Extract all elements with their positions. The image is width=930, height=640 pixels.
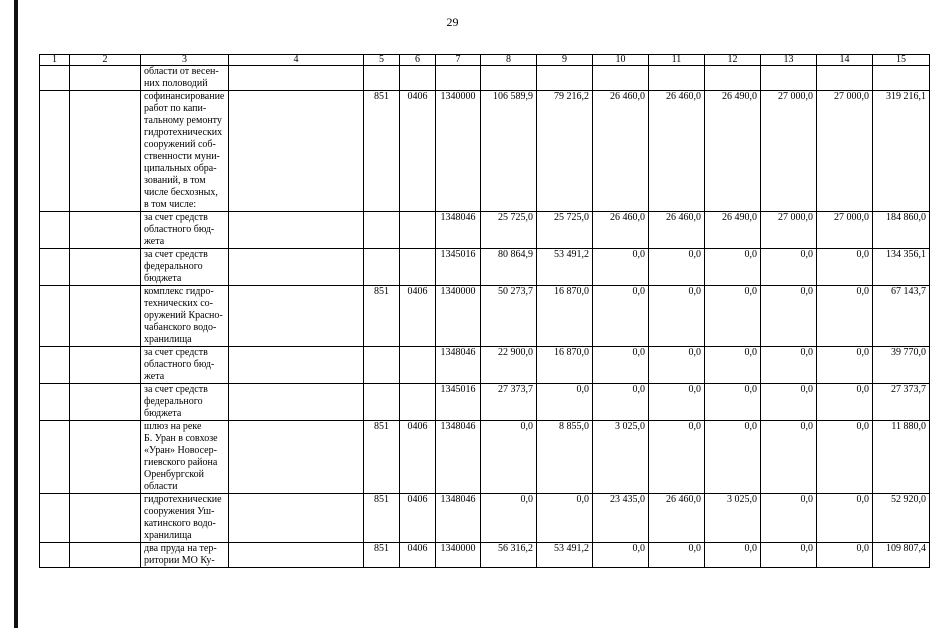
cell-col-13: 0,0 [761, 384, 817, 421]
cell-col-9: 0,0 [537, 494, 593, 543]
cell-col-10 [593, 66, 649, 91]
cell-col-12: 0,0 [705, 421, 761, 494]
cell-col-10: 0,0 [593, 286, 649, 347]
empty-cell-col-4 [229, 249, 364, 286]
cell-col-15: 52 920,0 [873, 494, 930, 543]
cell-col-13: 27 000,0 [761, 212, 817, 249]
row-description: за счет средств федерального бюджета [141, 249, 229, 286]
cell-col-10: 26 460,0 [593, 91, 649, 212]
empty-cell-col-1 [40, 66, 70, 91]
cell-col-6: 0406 [400, 494, 436, 543]
cell-col-14: 0,0 [817, 249, 873, 286]
column-header-12: 12 [705, 55, 761, 66]
empty-cell-col-2 [70, 384, 141, 421]
cell-col-8: 0,0 [481, 421, 537, 494]
cell-col-14: 0,0 [817, 286, 873, 347]
cell-col-13: 0,0 [761, 421, 817, 494]
page-number: 29 [446, 15, 459, 29]
empty-cell-col-2 [70, 347, 141, 384]
column-header-1: 1 [40, 55, 70, 66]
cell-col-10: 0,0 [593, 384, 649, 421]
cell-col-6 [400, 249, 436, 286]
empty-cell-col-4 [229, 494, 364, 543]
column-header-13: 13 [761, 55, 817, 66]
empty-cell-col-4 [229, 543, 364, 568]
cell-col-12: 0,0 [705, 249, 761, 286]
cell-col-14: 0,0 [817, 421, 873, 494]
cell-col-8: 106 589,9 [481, 91, 537, 212]
table-row [40, 66, 930, 91]
empty-cell-col-2 [70, 91, 141, 212]
cell-col-15 [873, 66, 930, 91]
empty-cell-col-4 [229, 421, 364, 494]
row-description: софинансирование работ по капи- тальному ремонту гидротехнических сооружений соб- ственности муни- ципальных обра- зований, в том числе бесхозных, в том числе: [141, 91, 229, 212]
column-header-4: 4 [229, 55, 364, 66]
cell-col-12: 26 490,0 [705, 91, 761, 212]
cell-col-15: 27 373,7 [873, 384, 930, 421]
cell-col-11: 0,0 [649, 347, 705, 384]
cell-col-12: 0,0 [705, 347, 761, 384]
cell-col-14: 0,0 [817, 494, 873, 543]
cell-col-9: 0,0 [537, 384, 593, 421]
empty-cell-col-1 [40, 347, 70, 384]
table-row [40, 212, 930, 249]
cell-col-15: 134 356,1 [873, 249, 930, 286]
cell-col-8: 27 373,7 [481, 384, 537, 421]
cell-col-10: 0,0 [593, 347, 649, 384]
table-row [40, 384, 930, 421]
empty-cell-col-4 [229, 212, 364, 249]
empty-cell-col-1 [40, 384, 70, 421]
cell-col-9 [537, 66, 593, 91]
table-row [40, 347, 930, 384]
empty-cell-col-2 [70, 494, 141, 543]
cell-col-5: 851 [364, 286, 400, 347]
column-header-11: 11 [649, 55, 705, 66]
cell-col-6: 0406 [400, 543, 436, 568]
cell-col-5 [364, 212, 400, 249]
column-header-9: 9 [537, 55, 593, 66]
column-header-3: 3 [141, 55, 229, 66]
cell-col-7: 1348046 [436, 212, 481, 249]
cell-col-9: 53 491,2 [537, 543, 593, 568]
cell-col-6 [400, 384, 436, 421]
cell-col-7 [436, 66, 481, 91]
cell-col-9: 53 491,2 [537, 249, 593, 286]
cell-col-11: 0,0 [649, 249, 705, 286]
cell-col-15: 184 860,0 [873, 212, 930, 249]
cell-col-13: 27 000,0 [761, 91, 817, 212]
row-description: за счет средств областного бюд- жета [141, 212, 229, 249]
cell-col-6: 0406 [400, 286, 436, 347]
cell-col-7: 1340000 [436, 91, 481, 212]
cell-col-10: 3 025,0 [593, 421, 649, 494]
cell-col-5: 851 [364, 494, 400, 543]
empty-cell-col-4 [229, 66, 364, 91]
empty-cell-col-4 [229, 347, 364, 384]
cell-col-11: 26 460,0 [649, 91, 705, 212]
cell-col-9: 79 216,2 [537, 91, 593, 212]
row-description: за счет средств областного бюд- жета [141, 347, 229, 384]
cell-col-11: 26 460,0 [649, 212, 705, 249]
cell-col-12 [705, 66, 761, 91]
table-row [40, 421, 930, 494]
cell-col-5: 851 [364, 421, 400, 494]
cell-col-10: 26 460,0 [593, 212, 649, 249]
cell-col-5: 851 [364, 91, 400, 212]
cell-col-7: 1340000 [436, 286, 481, 347]
cell-col-7: 1348046 [436, 347, 481, 384]
empty-cell-col-2 [70, 66, 141, 91]
cell-col-13: 0,0 [761, 347, 817, 384]
table-row [40, 91, 930, 212]
budget-table [39, 54, 930, 568]
cell-col-13: 0,0 [761, 249, 817, 286]
empty-cell-col-2 [70, 249, 141, 286]
cell-col-9: 25 725,0 [537, 212, 593, 249]
cell-col-15: 11 880,0 [873, 421, 930, 494]
cell-col-13: 0,0 [761, 286, 817, 347]
cell-col-14: 27 000,0 [817, 212, 873, 249]
empty-cell-col-2 [70, 543, 141, 568]
cell-col-14 [817, 66, 873, 91]
cell-col-10: 0,0 [593, 543, 649, 568]
cell-col-6: 0406 [400, 91, 436, 212]
cell-col-13: 0,0 [761, 543, 817, 568]
empty-cell-col-1 [40, 91, 70, 212]
empty-cell-col-2 [70, 212, 141, 249]
cell-col-7: 1340000 [436, 543, 481, 568]
cell-col-12: 26 490,0 [705, 212, 761, 249]
table-row [40, 249, 930, 286]
cell-col-9: 16 870,0 [537, 347, 593, 384]
cell-col-7: 1348046 [436, 494, 481, 543]
binder-margin-line [14, 0, 18, 628]
cell-col-9: 16 870,0 [537, 286, 593, 347]
cell-col-5: 851 [364, 543, 400, 568]
cell-col-5 [364, 66, 400, 91]
empty-cell-col-1 [40, 286, 70, 347]
cell-col-11: 26 460,0 [649, 494, 705, 543]
row-description: области от весен- них половодий [141, 66, 229, 91]
column-header-8: 8 [481, 55, 537, 66]
cell-col-8: 25 725,0 [481, 212, 537, 249]
cell-col-5 [364, 384, 400, 421]
cell-col-8: 0,0 [481, 494, 537, 543]
cell-col-13: 0,0 [761, 494, 817, 543]
empty-cell-col-4 [229, 286, 364, 347]
empty-cell-col-4 [229, 384, 364, 421]
row-description: два пруда на тер- ритории МО Ку- [141, 543, 229, 568]
cell-col-11: 0,0 [649, 286, 705, 347]
cell-col-8: 56 316,2 [481, 543, 537, 568]
cell-col-11 [649, 66, 705, 91]
empty-cell-col-1 [40, 543, 70, 568]
column-header-15: 15 [873, 55, 930, 66]
column-header-5: 5 [364, 55, 400, 66]
empty-cell-col-4 [229, 91, 364, 212]
cell-col-14: 27 000,0 [817, 91, 873, 212]
row-description: за счет средств федерального бюджета [141, 384, 229, 421]
column-number-row [40, 55, 930, 66]
empty-cell-col-1 [40, 421, 70, 494]
cell-col-10: 0,0 [593, 249, 649, 286]
row-description: комплекс гидро- технических со- оружений Красно- чабанского водо- хранилища [141, 286, 229, 347]
cell-col-9: 8 855,0 [537, 421, 593, 494]
cell-col-5 [364, 347, 400, 384]
column-header-6: 6 [400, 55, 436, 66]
column-header-2: 2 [70, 55, 141, 66]
cell-col-6 [400, 212, 436, 249]
cell-col-8: 22 900,0 [481, 347, 537, 384]
cell-col-6 [400, 66, 436, 91]
column-header-7: 7 [436, 55, 481, 66]
cell-col-7: 1345016 [436, 249, 481, 286]
cell-col-15: 319 216,1 [873, 91, 930, 212]
cell-col-7: 1348046 [436, 421, 481, 494]
cell-col-6: 0406 [400, 421, 436, 494]
column-header-14: 14 [817, 55, 873, 66]
cell-col-11: 0,0 [649, 543, 705, 568]
cell-col-11: 0,0 [649, 384, 705, 421]
table-row [40, 286, 930, 347]
cell-col-12: 0,0 [705, 286, 761, 347]
table-row [40, 543, 930, 568]
cell-col-11: 0,0 [649, 421, 705, 494]
cell-col-12: 0,0 [705, 384, 761, 421]
cell-col-12: 0,0 [705, 543, 761, 568]
cell-col-8: 80 864,9 [481, 249, 537, 286]
cell-col-12: 3 025,0 [705, 494, 761, 543]
empty-cell-col-1 [40, 494, 70, 543]
cell-col-14: 0,0 [817, 543, 873, 568]
cell-col-14: 0,0 [817, 384, 873, 421]
cell-col-13 [761, 66, 817, 91]
cell-col-8 [481, 66, 537, 91]
cell-col-15: 109 807,4 [873, 543, 930, 568]
empty-cell-col-1 [40, 249, 70, 286]
cell-col-7: 1345016 [436, 384, 481, 421]
cell-col-15: 67 143,7 [873, 286, 930, 347]
column-header-10: 10 [593, 55, 649, 66]
empty-cell-col-2 [70, 421, 141, 494]
row-description: шлюз на реке Б. Уран в совхозе «Уран» Новосер- гиевского района Оренбургской области [141, 421, 229, 494]
cell-col-5 [364, 249, 400, 286]
empty-cell-col-1 [40, 212, 70, 249]
cell-col-8: 50 273,7 [481, 286, 537, 347]
row-description: гидротехнические сооружения Уш- катинского водо- хранилища [141, 494, 229, 543]
empty-cell-col-2 [70, 286, 141, 347]
cell-col-10: 23 435,0 [593, 494, 649, 543]
table-row [40, 494, 930, 543]
cell-col-6 [400, 347, 436, 384]
cell-col-15: 39 770,0 [873, 347, 930, 384]
cell-col-14: 0,0 [817, 347, 873, 384]
